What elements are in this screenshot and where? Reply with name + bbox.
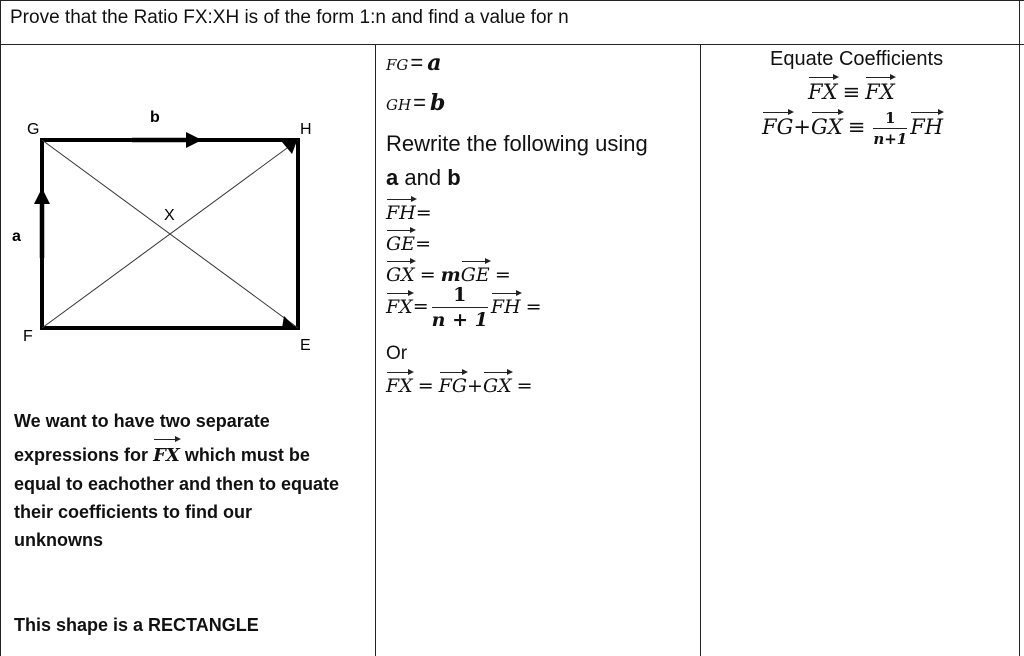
- vector-ge-2: GE: [461, 257, 490, 286]
- vector-fg: FG: [386, 56, 409, 74]
- fraction-1-over-n-plus-1-right: $\frac{1}{n+1}$: [873, 109, 908, 148]
- table-border-right: [1019, 0, 1020, 656]
- fraction-1-over-n-plus-1: $\frac{1}{n + 1}$: [431, 284, 488, 331]
- column-divider-2: [700, 44, 701, 656]
- arrow-b: [186, 132, 202, 148]
- fh-expression: FH=: [386, 195, 432, 224]
- vector-fx-sum: FX: [386, 368, 413, 397]
- side-b-label: b: [150, 109, 160, 126]
- vertex-g-label: G: [27, 121, 40, 138]
- vector-gx: GX: [386, 257, 415, 286]
- rectangle-diagram: [0, 100, 360, 360]
- vector-fh: FH: [386, 195, 416, 224]
- side-a-label: a: [12, 228, 21, 245]
- a-and-b-text: a and b: [386, 165, 461, 190]
- problem-title: Prove that the Ratio FX:XH is of the form 1:n and find a value for n: [10, 7, 569, 28]
- or-text: Or: [386, 343, 408, 364]
- identity-row-1: FX ≡ FX: [808, 73, 895, 104]
- vector-fx-mid: FX: [386, 289, 413, 318]
- arrow-a: [34, 188, 50, 204]
- fx-expression-sum: FX = FG+GX =: [386, 368, 538, 397]
- header-row-divider: [0, 44, 1024, 45]
- fg-definition: FG= a: [386, 50, 442, 76]
- vector-gh: GH: [386, 96, 412, 114]
- rewrite-instruction: Rewrite the following using: [386, 131, 648, 156]
- explanation-note: We want to have two separate expressions for FX which must be equal to eachother and then to equate their coefficients to find our unknowns: [14, 411, 340, 550]
- vector-ge: GE: [386, 226, 415, 255]
- vector-fh-r: FH: [910, 108, 943, 139]
- vertex-h-label: H: [300, 121, 312, 138]
- vector-gx-sum: GX: [483, 368, 512, 397]
- arrowhead-e: [282, 316, 298, 330]
- vector-gx-r: GX: [811, 108, 843, 139]
- center-x-label: X: [164, 207, 175, 224]
- column-divider-1: [375, 44, 376, 656]
- gh-definition: GH= b: [386, 90, 446, 116]
- fx-expression-fraction: FX= $\frac{1}{n + 1}$ FH =: [386, 284, 542, 331]
- identity-row-2: FG+GX ≡ $\frac{1}{n+1}$ FH: [762, 109, 944, 148]
- vertex-f-label: F: [23, 328, 33, 345]
- shape-note: This shape is a RECTANGLE: [14, 615, 259, 635]
- gx-expression: GX = mGE =: [386, 257, 516, 286]
- vector-fx-lhs: FX: [808, 73, 838, 104]
- vector-fh-2: FH: [491, 289, 521, 318]
- ge-expression: GE=: [386, 226, 431, 255]
- equate-heading: Equate Coefficients: [770, 48, 944, 70]
- vector-fg-sum: FG: [439, 368, 467, 397]
- vector-fx-rhs: FX: [865, 73, 895, 104]
- vector-fg-r: FG: [762, 108, 793, 139]
- vector-fx: FX: [153, 435, 180, 470]
- table-border-top: [0, 0, 1024, 1]
- vertex-e-label: E: [300, 337, 311, 354]
